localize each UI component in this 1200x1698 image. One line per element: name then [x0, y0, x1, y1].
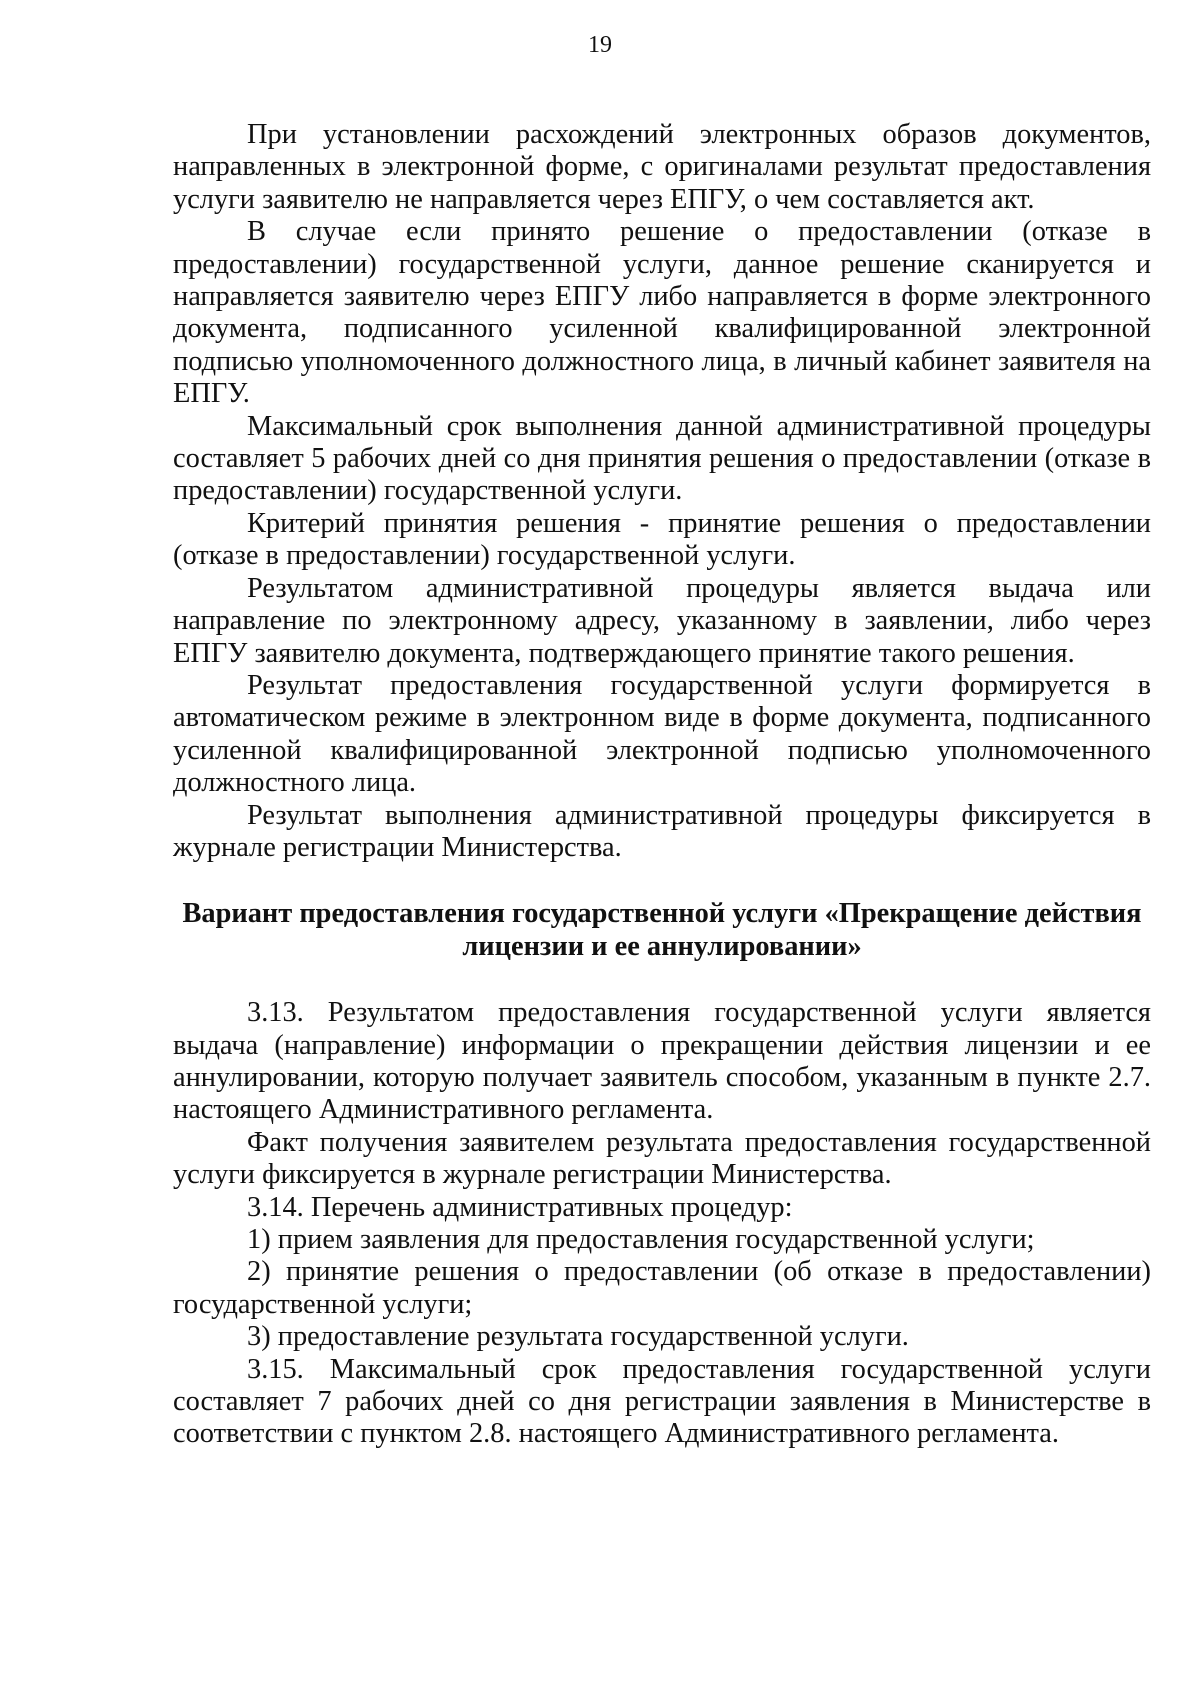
paragraph: Результат предоставления государственной услуги формируется в автоматическом режиме в электронном виде в форме документа, подписанного усиленной квалифицированной электронной подписью уполномоченного должностного лица.: [173, 669, 1151, 799]
paragraph: Результатом административной процедуры является выдача или направление по электронному адресу, указанному в заявлении, либо через ЕПГУ заявителю документа, подтверждающего принятие такого решения.: [173, 572, 1151, 669]
paragraph: При установлении расхождений электронных образов документов, направленных в электронной форме, с оригиналами результат предоставления услуги заявителю не направляется через ЕПГУ, о чем составляется акт.: [173, 119, 1151, 215]
page-number: 19: [588, 32, 612, 58]
paragraph: 3.13. Результатом предоставления государственной услуги является выдача (направление) информации о прекращении действия лицензии и ее аннулировании, которую получает заявитель способом, указанным в пункте 2.7. настоящего Административного регламента.: [173, 997, 1151, 1126]
paragraph: Результат выполнения административной процедуры фиксируется в журнале регистрации Министерства.: [173, 799, 1151, 863]
list-item: 2) принятие решения о предоставлении (об отказе в предоставлении) государственной услуги;: [173, 1256, 1151, 1320]
section-heading: Вариант предоставления государственной услуги «Прекращение действия лицензии и ее аннулировании»: [182, 898, 1142, 962]
paragraph: Критерий принятия решения - принятие решения о предоставлении (отказе в предоставлении) государственной услуги.: [173, 507, 1151, 572]
paragraph: Максимальный срок выполнения данной административной процедуры составляет 5 рабочих дней со дня принятия решения о предоставлении (отказе в предоставлении) государственной услуги.: [173, 410, 1151, 507]
list-item: 3) предоставление результата государственной услуги.: [247, 1321, 909, 1353]
paragraph: Факт получения заявителем результата предоставления государственной услуги фиксируется в журнале регистрации Министерства.: [173, 1126, 1151, 1191]
paragraph: 3.15. Максимальный срок предоставления государственной услуги составляет 7 рабочих дней со дня регистрации заявления в Министерстве в соответствии с пунктом 2.8. настоящего Административного регламента.: [173, 1353, 1151, 1450]
list-item: 1) прием заявления для предоставления государственной услуги;: [247, 1224, 1035, 1255]
list-heading: 3.14. Перечень административных процедур:: [247, 1191, 793, 1223]
paragraph: В случае если принято решение о предоставлении (отказе в предоставлении) государственной услуги, данное решение сканируется и направляется заявителю через ЕПГУ либо направляется в форме электронного документа, подписанного усиленной квалифицированной электронной подписью уполномоченного должностного лица, в личный кабинет заявителя на ЕПГУ.: [173, 216, 1151, 410]
document-body: [173, 119, 1151, 1451]
